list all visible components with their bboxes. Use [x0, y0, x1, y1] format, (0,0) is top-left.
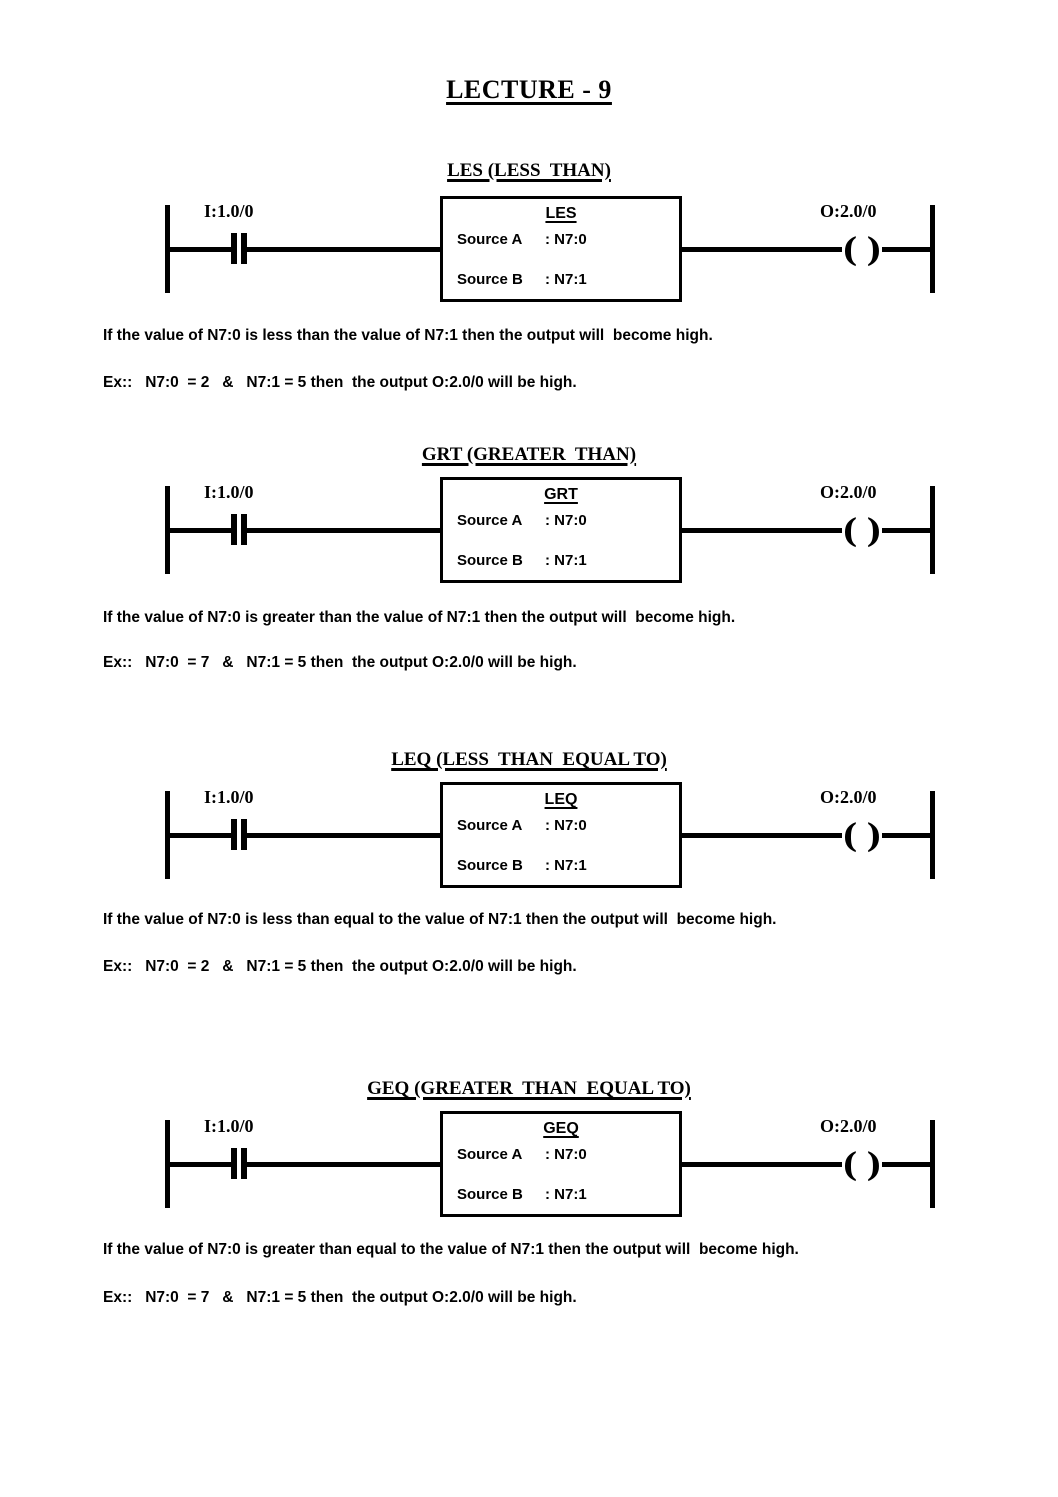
example-text: Ex:: N7:0 = 7 & N7:1 = 5 then the output O:2.0/0 will be high.	[103, 1289, 577, 1306]
output-address-label: O:2.0/0	[820, 482, 877, 502]
output-coil-icon: ( )	[841, 815, 883, 855]
contact-icon	[231, 1148, 237, 1179]
wire	[679, 247, 842, 252]
source-a-label: Source A	[457, 1146, 523, 1163]
source-b-value: : N7:1	[545, 857, 587, 874]
source-b-value: : N7:1	[545, 1186, 587, 1203]
source-b-row	[457, 1186, 587, 1203]
wire	[679, 1162, 842, 1167]
source-b-label: Source B	[457, 552, 523, 569]
source-b-label: Source B	[457, 857, 523, 874]
source-b-value: : N7:1	[545, 552, 587, 569]
right-power-rail	[930, 791, 935, 879]
description-text: If the value of N7:0 is greater than equal to the value of N7:1 then the output will become high.	[103, 1241, 799, 1258]
source-a-label: Source A	[457, 817, 523, 834]
source-a-row	[457, 512, 587, 529]
output-address-label: O:2.0/0	[820, 201, 877, 221]
block-title: GEQ	[543, 1120, 579, 1137]
section-heading: GRT (GREATER THAN)	[421, 444, 637, 465]
right-power-rail	[930, 1120, 935, 1208]
source-a-row	[457, 231, 587, 248]
block-title: LES	[545, 205, 577, 222]
input-address-label: I:1.0/0	[204, 787, 254, 807]
source-a-label: Source A	[457, 231, 523, 248]
ladder-rung	[160, 196, 940, 306]
block-title: GRT	[544, 486, 578, 503]
right-power-rail	[930, 205, 935, 293]
ladder-rung	[160, 1111, 940, 1221]
source-a-value: : N7:0	[545, 817, 587, 834]
description-text: If the value of N7:0 is less than the value of N7:1 then the output will become high.	[103, 327, 713, 344]
wire	[246, 833, 440, 838]
output-address-label: O:2.0/0	[820, 787, 877, 807]
source-a-value: : N7:0	[545, 512, 587, 529]
right-power-rail	[930, 486, 935, 574]
contact-icon	[231, 514, 237, 545]
wire	[882, 247, 932, 252]
wire	[246, 1162, 440, 1167]
source-b-row	[457, 271, 587, 288]
output-address-label: O:2.0/0	[820, 1116, 877, 1136]
wire	[882, 1162, 932, 1167]
section-heading: LEQ (LESS THAN EQUAL TO)	[391, 749, 667, 770]
source-a-row	[457, 817, 587, 834]
comparison-block	[440, 196, 682, 302]
ladder-rung	[160, 477, 940, 587]
source-a-value: : N7:0	[545, 1146, 587, 1163]
wire	[246, 528, 440, 533]
wire	[168, 1162, 232, 1167]
source-a-row	[457, 1146, 587, 1163]
wire	[168, 247, 232, 252]
comparison-block	[440, 477, 682, 583]
source-b-value: : N7:1	[545, 271, 587, 288]
page-title: LECTURE - 9	[446, 75, 612, 105]
description-text: If the value of N7:0 is greater than the value of N7:1 then the output will become high.	[103, 609, 736, 626]
source-a-value: : N7:0	[545, 231, 587, 248]
source-a-label: Source A	[457, 512, 523, 529]
example-text: Ex:: N7:0 = 2 & N7:1 = 5 then the output O:2.0/0 will be high.	[103, 374, 577, 391]
wire	[679, 833, 842, 838]
wire	[882, 833, 932, 838]
wire	[168, 528, 232, 533]
contact-icon	[231, 233, 237, 264]
section-heading: GEQ (GREATER THAN EQUAL TO)	[367, 1078, 691, 1099]
input-address-label: I:1.0/0	[204, 201, 254, 221]
wire	[679, 528, 842, 533]
source-b-row	[457, 857, 587, 874]
output-coil-icon: ( )	[841, 229, 883, 269]
description-text: If the value of N7:0 is less than equal to the value of N7:1 then the output will become high.	[103, 911, 777, 928]
source-b-row	[457, 552, 587, 569]
contact-icon	[231, 819, 237, 850]
example-text: Ex:: N7:0 = 2 & N7:1 = 5 then the output O:2.0/0 will be high.	[103, 958, 577, 975]
wire	[882, 528, 932, 533]
section-heading: LES (LESS THAN)	[447, 160, 611, 181]
block-title: LEQ	[544, 791, 578, 808]
output-coil-icon: ( )	[841, 510, 883, 550]
ladder-rung	[160, 782, 940, 892]
comparison-block	[440, 1111, 682, 1217]
source-b-label: Source B	[457, 1186, 523, 1203]
input-address-label: I:1.0/0	[204, 1116, 254, 1136]
comparison-block	[440, 782, 682, 888]
source-b-label: Source B	[457, 271, 523, 288]
example-text: Ex:: N7:0 = 7 & N7:1 = 5 then the output O:2.0/0 will be high.	[103, 654, 577, 671]
wire	[246, 247, 440, 252]
output-coil-icon: ( )	[841, 1144, 883, 1184]
input-address-label: I:1.0/0	[204, 482, 254, 502]
wire	[168, 833, 232, 838]
